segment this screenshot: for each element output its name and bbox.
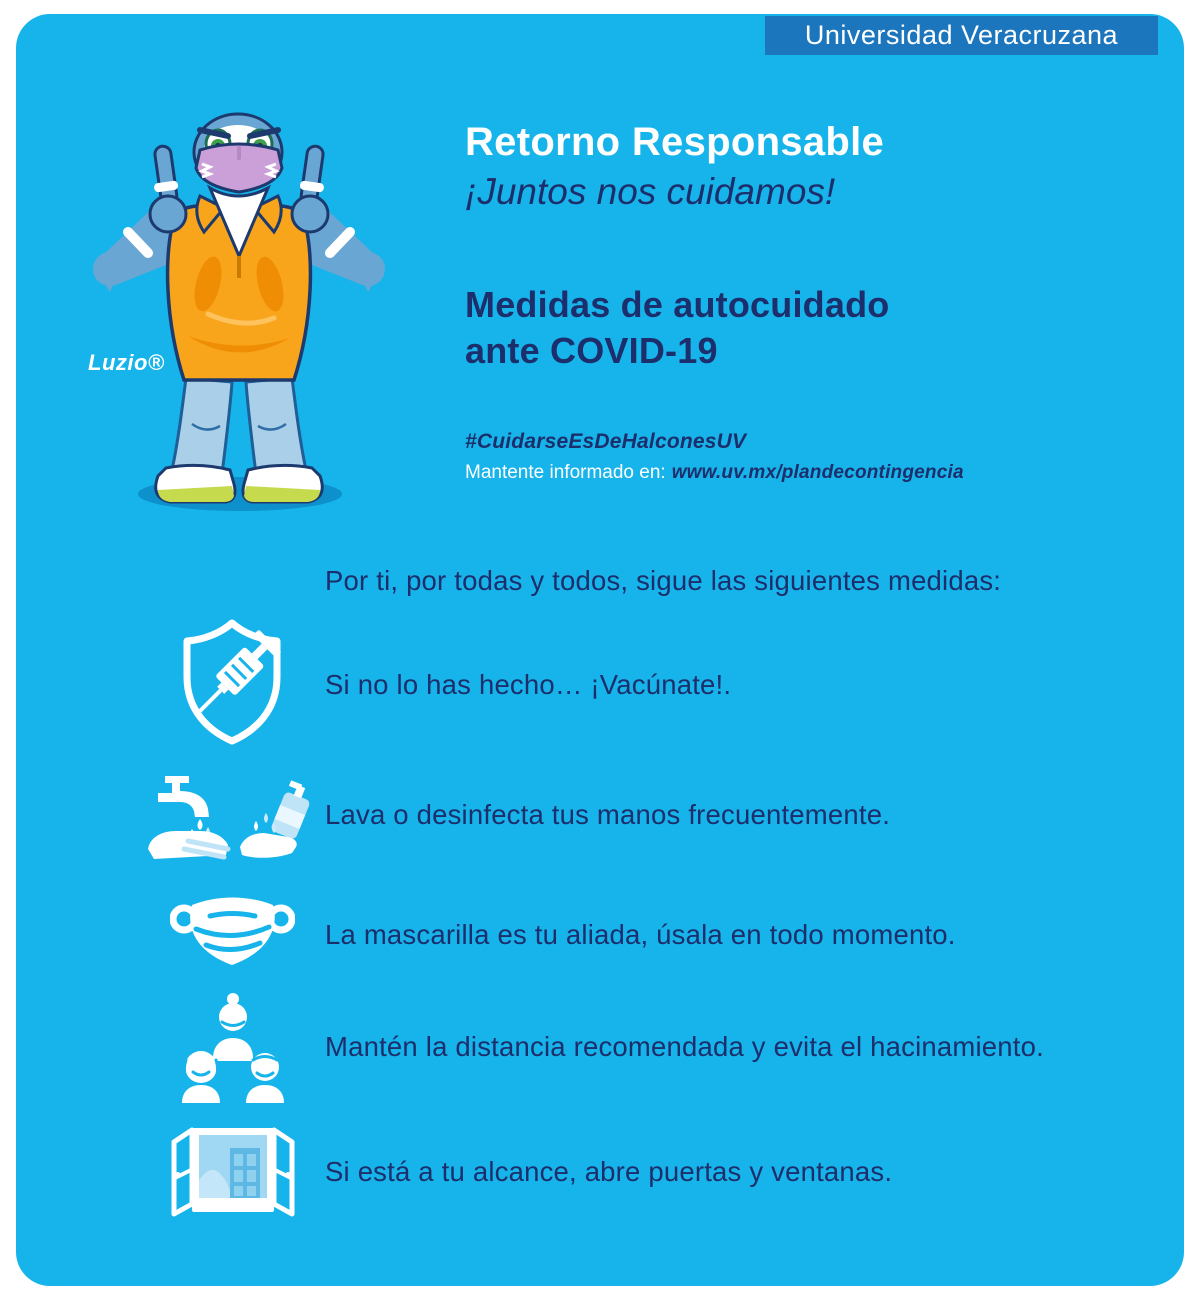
info-prefix: Mantente informado en: bbox=[465, 462, 666, 483]
measure-text-distance: Mantén la distancia recomendada y evita el hacinamiento. bbox=[325, 1031, 1044, 1062]
poster-title: Retorno Responsable bbox=[465, 120, 885, 164]
measure-row-vaccine bbox=[140, 612, 1150, 758]
poster-heading-line1: Medidas de autocuidado bbox=[465, 284, 890, 325]
university-badge-label: Universidad Veracruzana bbox=[804, 20, 1119, 50]
luzio-mascot-icon bbox=[58, 84, 420, 520]
measure-row-face-mask bbox=[140, 880, 1150, 990]
mascot-name-label: Luzio® bbox=[88, 350, 165, 375]
measure-text-wash-hands: Lava o desinfecta tus manos frecuentemente. bbox=[325, 799, 891, 830]
measure-text-vaccine: Si no lo has hecho… ¡Vacúnate!. bbox=[325, 669, 732, 700]
open-window-icon bbox=[140, 1122, 325, 1222]
poster-subtitle: ¡Juntos nos cuidamos! bbox=[465, 171, 836, 212]
face-mask-icon bbox=[140, 889, 325, 981]
intro-line: Por ti, por todas y todos, sigue las siguientes medidas: bbox=[325, 565, 1002, 596]
hero-text-block bbox=[465, 118, 1105, 484]
measure-row-distance bbox=[140, 990, 1150, 1104]
hashtag-text: #CuidarseEsDeHalconesUV bbox=[465, 430, 747, 453]
vaccine-shield-icon bbox=[140, 615, 325, 755]
measure-row-window bbox=[140, 1120, 1150, 1224]
social-distance-icon bbox=[140, 990, 325, 1105]
info-url: www.uv.mx/plandecontingencia bbox=[671, 462, 964, 483]
info-line bbox=[465, 462, 1105, 484]
mascot-illustration bbox=[58, 84, 420, 520]
poster-heading-line2: ante COVID-19 bbox=[465, 330, 718, 371]
measure-text-window: Si está a tu alcance, abre puertas y ventanas. bbox=[325, 1156, 893, 1187]
poster-heading bbox=[465, 282, 1105, 374]
measure-text-face-mask: La mascarilla es tu aliada, úsala en todo momento. bbox=[325, 919, 956, 950]
university-badge bbox=[765, 16, 1158, 55]
measure-row-wash-hands bbox=[140, 760, 1150, 870]
wash-hands-icon bbox=[140, 765, 325, 865]
